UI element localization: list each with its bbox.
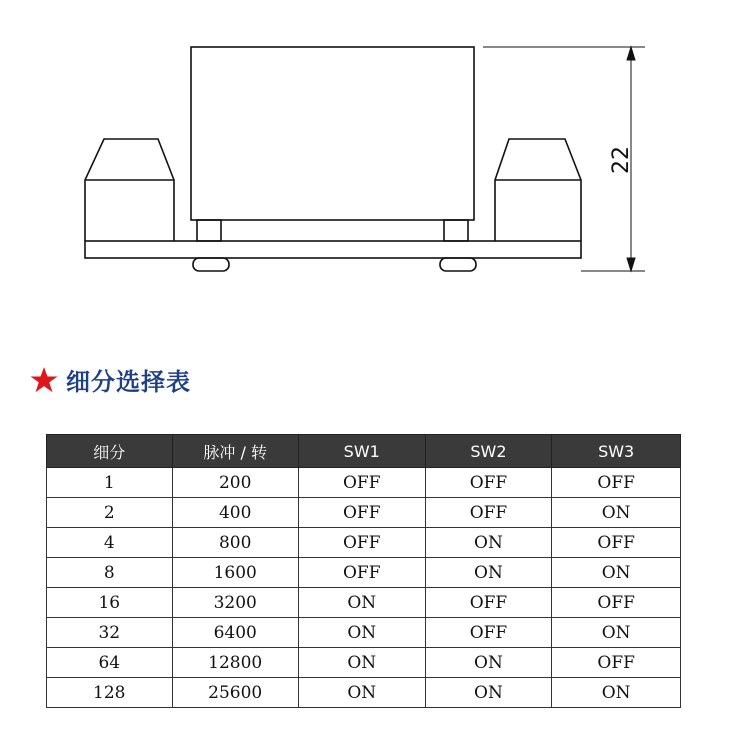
table-header-row [47, 435, 681, 468]
cell-sw2: OFF [425, 498, 552, 528]
table-row [47, 618, 681, 648]
cell-pulses: 200 [172, 468, 298, 498]
section-heading [30, 362, 191, 397]
cell-sw3: ON [552, 558, 681, 588]
left-terminal [85, 139, 174, 241]
right-terminal [495, 139, 581, 241]
cell-subdivision: 1 [47, 468, 173, 498]
cell-sw3: OFF [552, 648, 681, 678]
subdivision-table [46, 434, 681, 708]
left-pad [193, 258, 229, 271]
cell-pulses: 800 [172, 528, 298, 558]
cell-subdivision: 4 [47, 528, 173, 558]
main-block [191, 47, 474, 220]
cell-subdivision: 2 [47, 498, 173, 528]
cell-pulses: 6400 [172, 618, 298, 648]
cell-subdivision: 8 [47, 558, 173, 588]
cell-pulses: 25600 [172, 678, 298, 708]
right-pad [440, 258, 476, 271]
cell-sw1: ON [298, 588, 425, 618]
cell-sw2: OFF [425, 618, 552, 648]
cell-sw1: OFF [298, 498, 425, 528]
cell-sw1: OFF [298, 468, 425, 498]
section-title: 细分选择表 [66, 368, 191, 396]
cell-sw1: OFF [298, 528, 425, 558]
cell-subdivision: 64 [47, 648, 173, 678]
cell-pulses: 3200 [172, 588, 298, 618]
header-sw3: SW3 [552, 435, 681, 468]
cell-sw1: ON [298, 678, 425, 708]
right-pin [444, 220, 468, 241]
cell-sw3: OFF [552, 528, 681, 558]
cell-sw1: ON [298, 618, 425, 648]
header-subdivision: 细分 [47, 435, 173, 468]
cell-pulses: 12800 [172, 648, 298, 678]
cell-sw3: OFF [552, 588, 681, 618]
cell-subdivision: 16 [47, 588, 173, 618]
table-row [47, 558, 681, 588]
dimension-label: 22 [609, 146, 634, 174]
cell-sw2: OFF [425, 588, 552, 618]
cell-subdivision: 128 [47, 678, 173, 708]
cell-sw2: ON [425, 558, 552, 588]
table-row [47, 498, 681, 528]
table-row [47, 468, 681, 498]
cell-sw3: ON [552, 678, 681, 708]
cell-sw2: OFF [425, 468, 552, 498]
header-pulses: 脉冲 / 转 [172, 435, 298, 468]
cell-sw2: ON [425, 648, 552, 678]
cell-pulses: 1600 [172, 558, 298, 588]
cell-sw3: OFF [552, 468, 681, 498]
table-row [47, 528, 681, 558]
cell-sw1: ON [298, 648, 425, 678]
star-icon [30, 366, 58, 394]
cell-sw3: ON [552, 618, 681, 648]
cell-pulses: 400 [172, 498, 298, 528]
side-view-drawing [0, 0, 740, 300]
cell-subdivision: 32 [47, 618, 173, 648]
cell-sw1: OFF [298, 558, 425, 588]
table-row [47, 678, 681, 708]
cell-sw2: ON [425, 678, 552, 708]
base-plate [85, 241, 581, 258]
cell-sw2: ON [425, 528, 552, 558]
left-pin [197, 220, 221, 241]
table-row [47, 588, 681, 618]
table-row [47, 648, 681, 678]
header-sw1: SW1 [298, 435, 425, 468]
cell-sw3: ON [552, 498, 681, 528]
header-sw2: SW2 [425, 435, 552, 468]
